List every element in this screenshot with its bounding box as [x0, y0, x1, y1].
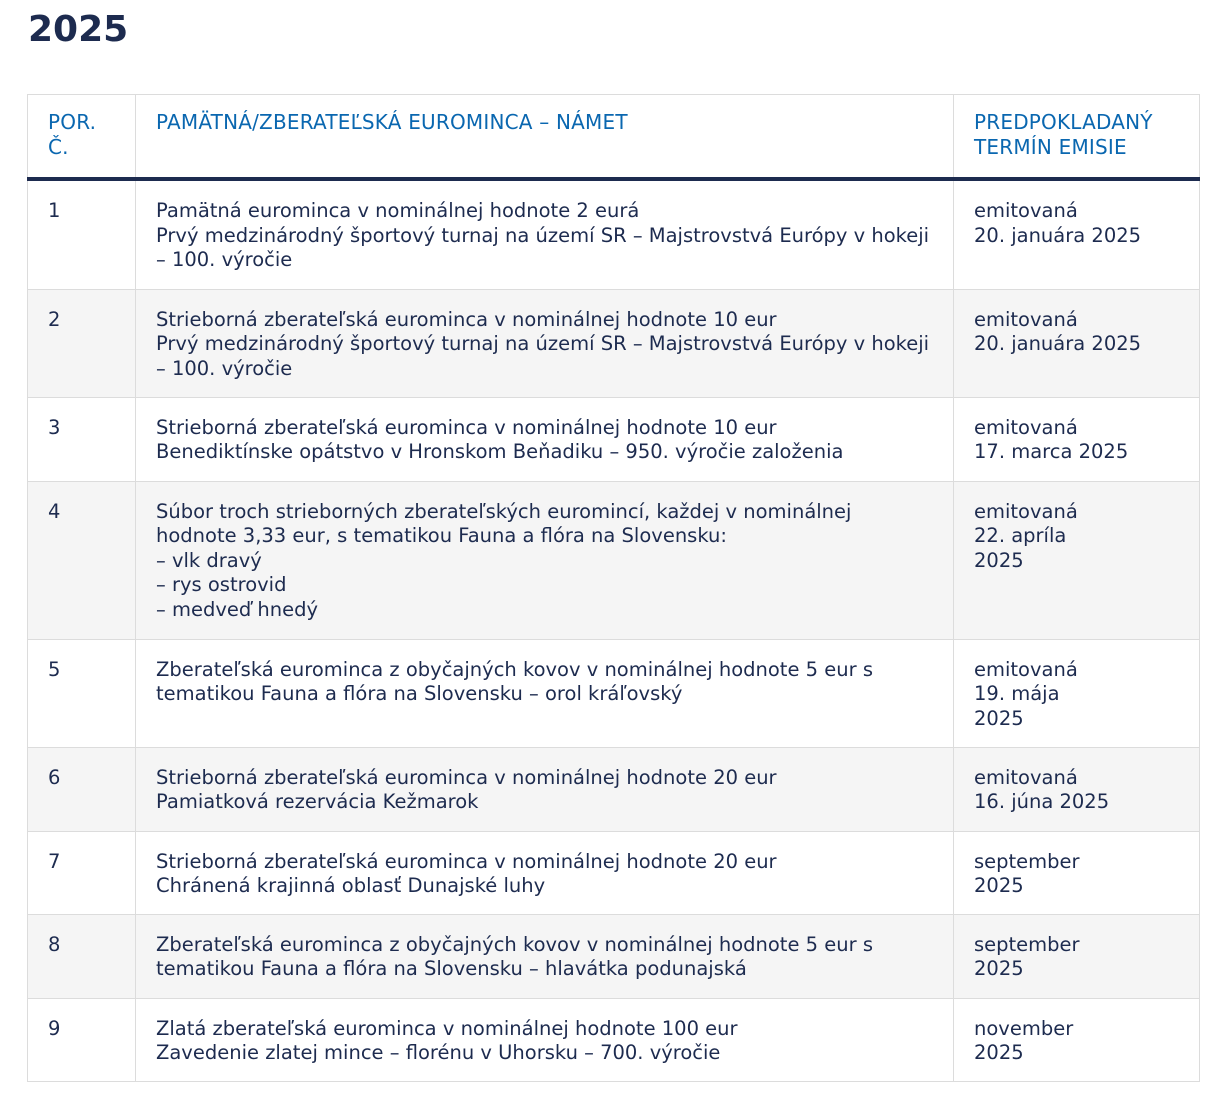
column-header-date: PREDPOKLADANÝ TERMÍN EMISIE	[954, 95, 1200, 180]
row-number: 4	[28, 481, 136, 639]
row-date: september 2025	[954, 914, 1200, 998]
row-theme: Súbor troch strieborných zberateľských euromincí, každej v nominálnej hodnote 3,33 eur, s tematikou Fauna a flóra na Slovensku: – vlk dravý – rys ostrovid – medveď hnedý	[136, 481, 954, 639]
row-theme: Strieborná zberateľská eurominca v nominálnej hodnote 20 eur Pamiatková rezervácia Kežmarok	[136, 747, 954, 831]
row-date: emitovaná 19. mája 2025	[954, 639, 1200, 747]
row-theme: Zlatá zberateľská eurominca v nominálnej hodnote 100 eur Zavedenie zlatej mince – florénu v Uhorsku – 700. výročie	[136, 998, 954, 1081]
table-row	[28, 481, 1200, 639]
table-row	[28, 831, 1200, 914]
row-date: emitovaná 22. apríla 2025	[954, 481, 1200, 639]
table-row	[28, 397, 1200, 481]
row-date: november 2025	[954, 998, 1200, 1081]
table-row	[28, 179, 1200, 289]
table-row	[28, 639, 1200, 747]
row-number: 7	[28, 831, 136, 914]
row-theme: Strieborná zberateľská eurominca v nominálnej hodnote 10 eur Benediktínske opátstvo v Hronskom Beňadiku – 950. výročie založenia	[136, 397, 954, 481]
row-number: 5	[28, 639, 136, 747]
row-date: emitovaná 17. marca 2025	[954, 397, 1200, 481]
table-header-row	[28, 95, 1200, 180]
row-number: 1	[28, 179, 136, 289]
row-number: 8	[28, 914, 136, 998]
coin-issue-table	[27, 94, 1200, 1082]
row-theme: Strieborná zberateľská eurominca v nominálnej hodnote 20 eur Chránená krajinná oblasť Dunajské luhy	[136, 831, 954, 914]
row-number: 2	[28, 289, 136, 397]
row-theme: Zberateľská eurominca z obyčajných kovov v nominálnej hodnote 5 eur s tematikou Fauna a flóra na Slovensku – hlavátka podunajská	[136, 914, 954, 998]
table-row	[28, 914, 1200, 998]
column-header-number: POR. Č.	[28, 95, 136, 180]
table-row	[28, 289, 1200, 397]
row-number: 6	[28, 747, 136, 831]
row-date: september 2025	[954, 831, 1200, 914]
page-title: 2025	[28, 9, 129, 50]
row-number: 3	[28, 397, 136, 481]
column-header-theme: PAMÄTNÁ/ZBERATEĽSKÁ EUROMINCA – NÁMET	[136, 95, 954, 180]
row-theme: Strieborná zberateľská eurominca v nominálnej hodnote 10 eur Prvý medzinárodný športový turnaj na území SR – Majstrovstvá Európy v hokeji – 100. výročie	[136, 289, 954, 397]
table-row	[28, 747, 1200, 831]
row-theme: Zberateľská eurominca z obyčajných kovov v nominálnej hodnote 5 eur s tematikou Fauna a flóra na Slovensku – orol kráľovský	[136, 639, 954, 747]
row-date: emitovaná 16. júna 2025	[954, 747, 1200, 831]
row-number: 9	[28, 998, 136, 1081]
row-theme: Pamätná eurominca v nominálnej hodnote 2 eurá Prvý medzinárodný športový turnaj na území SR – Majstrovstvá Európy v hokeji – 100. výročie	[136, 179, 954, 289]
table-row	[28, 998, 1200, 1081]
row-date: emitovaná 20. januára 2025	[954, 289, 1200, 397]
row-date: emitovaná 20. januára 2025	[954, 179, 1200, 289]
